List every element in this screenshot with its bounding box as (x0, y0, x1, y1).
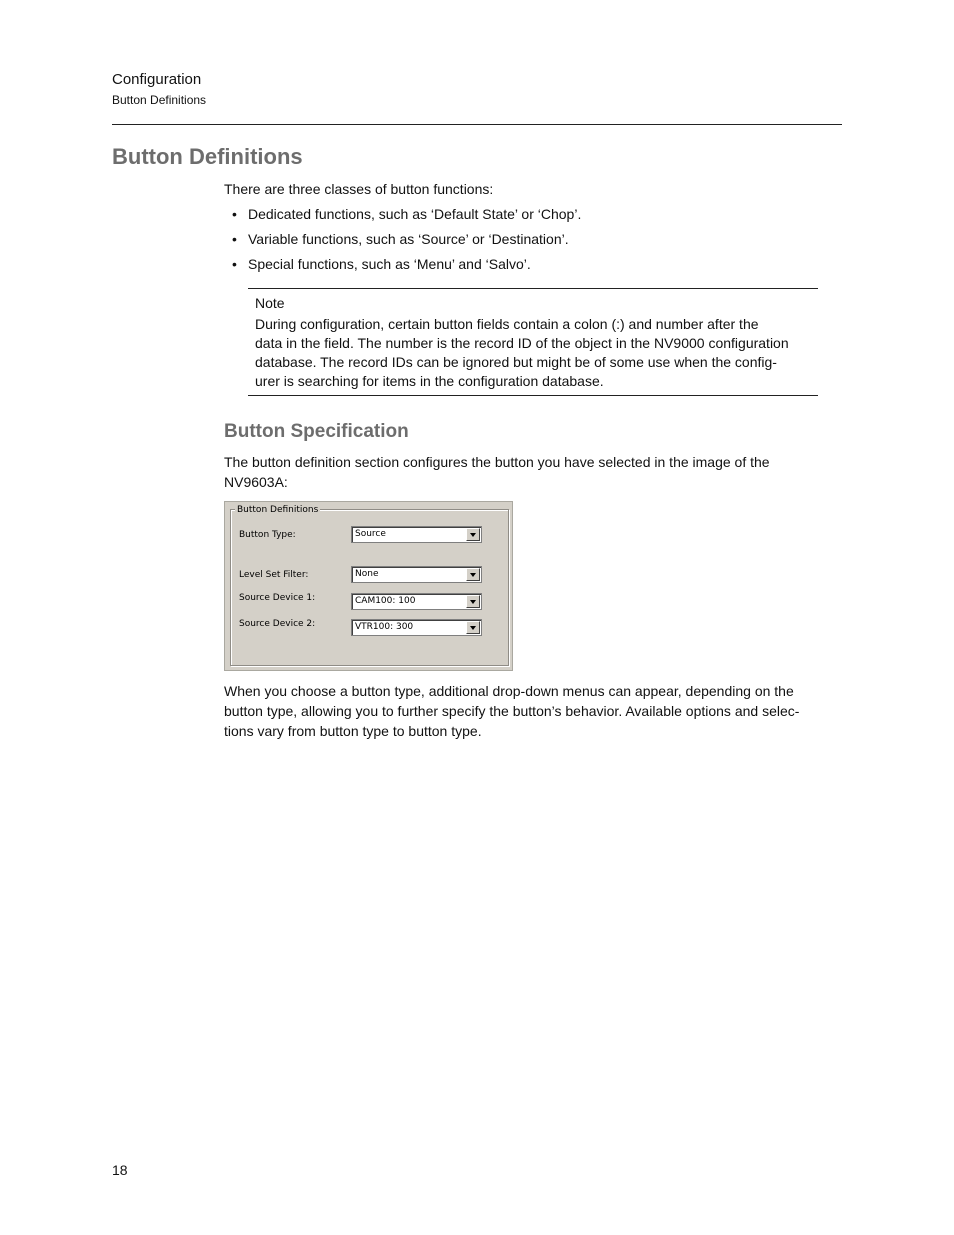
closing-line: When you choose a button type, additional drop-down menus can appear, depending on the (224, 683, 794, 699)
spec-paragraph (224, 452, 834, 492)
button-type-dropdown[interactable] (351, 526, 482, 543)
closing-paragraph (224, 681, 840, 741)
level-set-filter-label: Level Set Filter: (239, 570, 309, 580)
button-definitions-groupbox (230, 505, 509, 666)
chevron-down-icon[interactable] (466, 595, 480, 608)
source-device-1-label: Source Device 1: (239, 593, 316, 603)
page-title: Button Definitions (112, 144, 303, 169)
button-type-label: Button Type: (239, 530, 296, 540)
list-item-text: Variable functions, such as ‘Source’ or ‘Destination’. (248, 231, 569, 247)
source-device-2-label: Source Device 2: (239, 619, 316, 629)
running-header-section: Configuration (112, 71, 202, 88)
closing-line: button type, allowing you to further specify the button’s behavior. Available options and selec- (224, 703, 800, 719)
list-item (232, 254, 581, 279)
source-device-2-value: VTR100: 300 (355, 622, 414, 632)
source-device-1-dropdown[interactable] (351, 593, 482, 610)
source-device-2-dropdown[interactable] (351, 619, 482, 636)
note-line: database. The record IDs can be ignored but might be of some use when the config- (255, 354, 777, 370)
page-number: 18 (112, 1162, 128, 1178)
spec-line: The button definition section configures the button you have selected in the image of the (224, 454, 770, 470)
spec-line: NV9603A: (224, 474, 288, 490)
note-line: During configuration, certain button fields contain a colon (:) and number after the (255, 316, 759, 332)
level-set-filter-dropdown[interactable] (351, 566, 482, 583)
chevron-down-icon[interactable] (466, 568, 480, 581)
bullet-glyph: • (232, 206, 237, 222)
running-header-subsection: Button Definitions (112, 93, 207, 107)
bullet-glyph: • (232, 256, 237, 272)
list-item-text: Special functions, such as ‘Menu’ and ‘Salvo’. (248, 256, 531, 272)
level-set-filter-value: None (355, 569, 379, 579)
intro-paragraph: There are three classes of button functions: (224, 181, 494, 197)
chevron-down-icon[interactable] (466, 621, 480, 634)
note-text (255, 315, 810, 391)
list-item-text: Dedicated functions, such as ‘Default State’ or ‘Chop’. (248, 206, 582, 222)
note-line: data in the field. The number is the record ID of the object in the NV9000 configuration (255, 335, 789, 351)
chevron-down-icon[interactable] (466, 528, 480, 541)
closing-line: tions vary from button type to button type. (224, 723, 482, 739)
note-line: urer is searching for items in the configuration database. (255, 373, 604, 389)
header-rule (112, 124, 842, 125)
bullet-list (232, 204, 581, 279)
list-item (232, 229, 581, 254)
note-box (248, 288, 818, 396)
groupbox-title: Button Definitions (237, 505, 319, 515)
bullet-glyph: • (232, 231, 237, 247)
note-title: Note (255, 295, 285, 311)
button-type-value: Source (355, 529, 386, 539)
section-subheading: Button Specification (224, 421, 409, 442)
list-item (232, 204, 581, 229)
source-device-1-value: CAM100: 100 (355, 596, 416, 606)
button-definitions-dialog (224, 501, 513, 671)
